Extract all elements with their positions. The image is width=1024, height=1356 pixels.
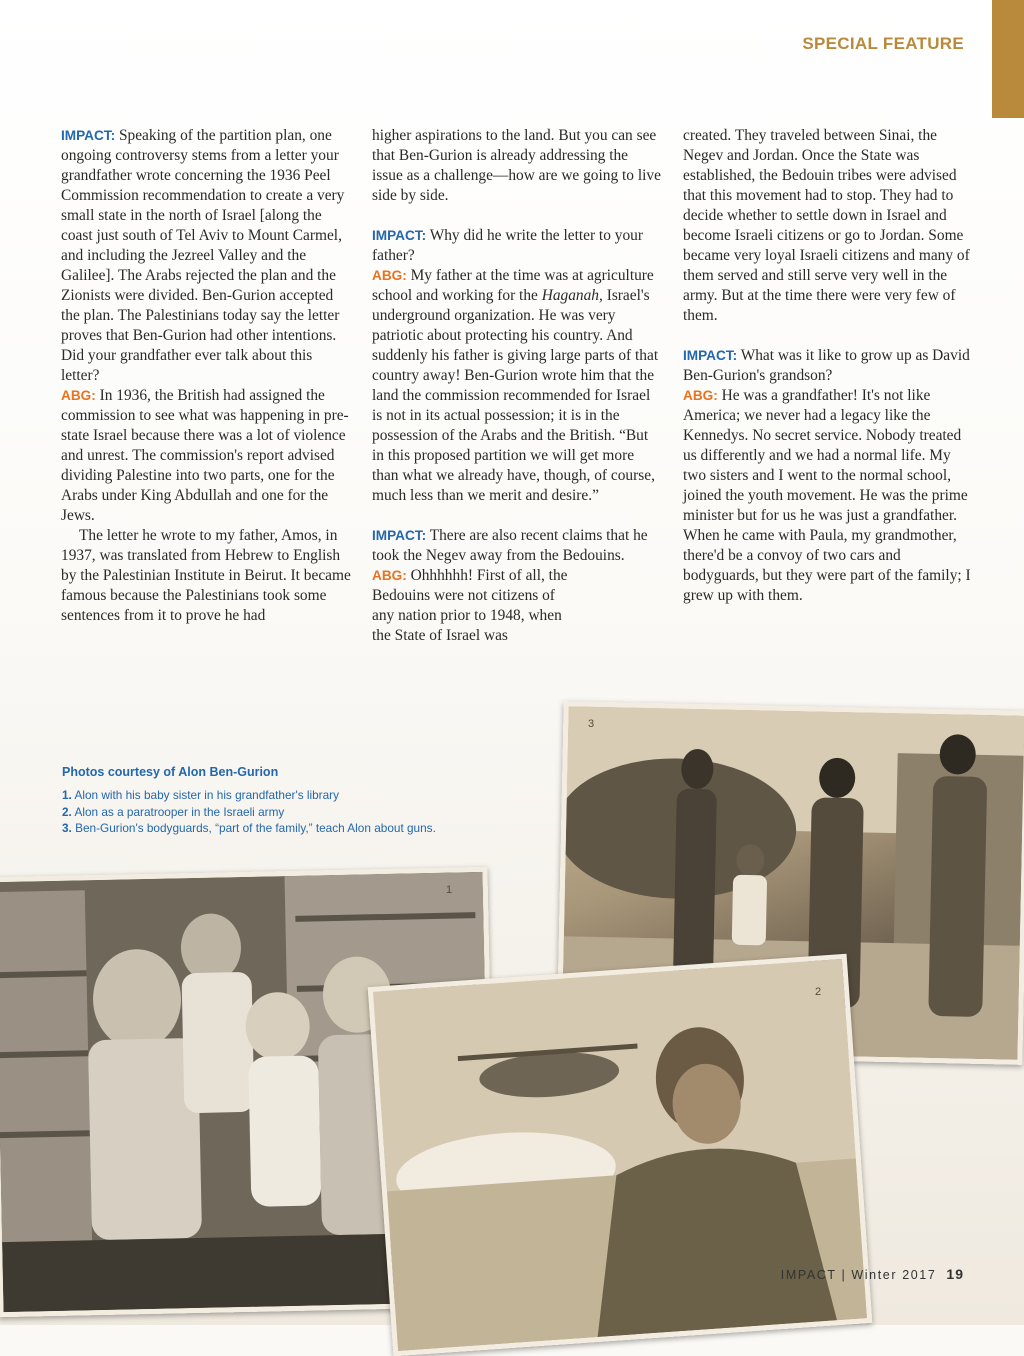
text-column-2 (372, 126, 662, 646)
abg-label: ABG: (372, 568, 407, 583)
caption-number: 3. (62, 821, 72, 835)
abg-label: ABG: (683, 388, 718, 403)
caption-item (62, 787, 436, 804)
impact-label: IMPACT: (372, 228, 427, 243)
paragraph-text: There are also recent claims that he took the Negev away from the Bedouins. (372, 527, 648, 564)
caption-text: Ben-Gurion's bodyguards, “part of the family,” teach Alon about guns. (71, 821, 436, 835)
paragraph (683, 346, 973, 386)
page-number: 19 (946, 1266, 964, 1282)
paragraph-text: Why did he write the letter to your father? (372, 227, 643, 264)
paragraph: created. They traveled between Sinai, the Negev and Jordan. Once the State was established, the Bedouin tribes were advised that this movement had to stop. They had to decide whether to settle down in Israel and become Israeli citizens or go to Jordan. Some became very loyal Israeli citizens and many of them served and still serve very well in the army. But at the time there were very few of them. (683, 127, 970, 324)
paragraph (61, 386, 351, 526)
paragraph: higher aspirations to the land. But you can see that Ben-Gurion is already addressing the issue as a challenge—how are we going to live side by side. (372, 127, 661, 204)
paragraph: The letter he wrote to my father, Amos, in 1937, was translated from Hebrew to English by the Palestinian Institute in Beirut. It became famous because the Palestinians took some sentences from it to prove he had (61, 527, 351, 624)
page-footer (781, 1266, 964, 1282)
section-header: SPECIAL FEATURE (802, 34, 964, 53)
text-column-1 (61, 126, 351, 626)
impact-label: IMPACT: (372, 528, 427, 543)
photo-captions (62, 765, 436, 837)
italic-term: Haganah, (541, 287, 603, 304)
impact-label: IMPACT: (61, 128, 116, 143)
text-column-3 (683, 126, 973, 606)
caption-number: 1. (62, 788, 72, 802)
impact-label: IMPACT: (683, 348, 738, 363)
paragraph (61, 126, 351, 386)
paragraph-text: He was a grandfather! It's not like America; we never had a legacy like the Kennedys. No secret service. Nobody treated us differently and we had a normal life. My two sisters and I went to the normal school, joined the youth movement. He was the prime minister but for us he was just a grandfather. When he came with Paula, my grandmother, there'd be a convoy of two cars and bodyguards, but they were part of the family; I grew up with them. (683, 387, 971, 604)
photo-number: 3 (588, 718, 595, 730)
publication-name: IMPACT | Winter 2017 (780, 1268, 937, 1282)
photo-paratrooper (368, 954, 873, 1356)
caption-text: Alon with his baby sister in his grandfather's library (71, 788, 339, 802)
photo-number: 1 (446, 884, 453, 896)
paragraph (372, 266, 662, 506)
caption-item (62, 820, 436, 837)
photo-number: 2 (815, 986, 822, 998)
caption-text: Alon as a paratrooper in the Israeli army (71, 804, 285, 819)
caption-item (62, 804, 436, 821)
paragraph-text: Speaking of the partition plan, one ongoing controversy stems from a letter your grandfather wrote concerning the 1936 Peel Commission recommendation to create a very small state in the north of Israel [along the coast just south of Tel Aviv to Mount Carmel, and including the Jezreel Valley and the Galilee]. The Arabs rejected the plan and the Zionists were divided. Ben-Gurion accepted the plan. The Palestinians today say the letter proves that Ben-Gurion had other intentions. Did your grandfather ever talk about this letter? (61, 127, 345, 384)
accent-bar (992, 0, 1024, 118)
paragraph (683, 386, 973, 606)
paragraph-text: Ohhhhhh! First of all, the Bedouins were not citizens of any nation prior to 1948, when the State of Israel was (372, 567, 568, 644)
paragraph-text: Israel's underground organization. He was very patriotic about protecting his country. And suddenly his father is giving large parts of that country away! Ben-Gurion wrote him that the land the commission recommended for Israel is not in its actual possession; it is in the possession of the Arabs and the British. “But in this proposed partition we will get more than what we already have, though, of course, much less than we merit and desire.” (372, 287, 659, 504)
abg-label: ABG: (372, 268, 407, 283)
paragraph (372, 566, 568, 646)
caption-number: 2. (62, 804, 72, 819)
abg-label: ABG: (61, 388, 96, 403)
paragraph-text: In 1936, the British had assigned the commission to see what was happening in pre-state Israel because there was a lot of violence and unrest. The commission's report advised dividing Palestine into two parts, one for the Arabs under King Abdullah and one for the Jews. (61, 387, 349, 524)
paragraph (372, 526, 662, 566)
caption-title: Photos courtesy of Alon Ben-Gurion (62, 765, 279, 779)
paragraph (372, 226, 662, 266)
photo-paratrooper-image (373, 959, 867, 1351)
paragraph-text: My father at the time was at agriculture school and working for the (372, 267, 654, 304)
paragraph-text: What was it like to grow up as David Ben-Gurion's grandson? (683, 347, 970, 384)
